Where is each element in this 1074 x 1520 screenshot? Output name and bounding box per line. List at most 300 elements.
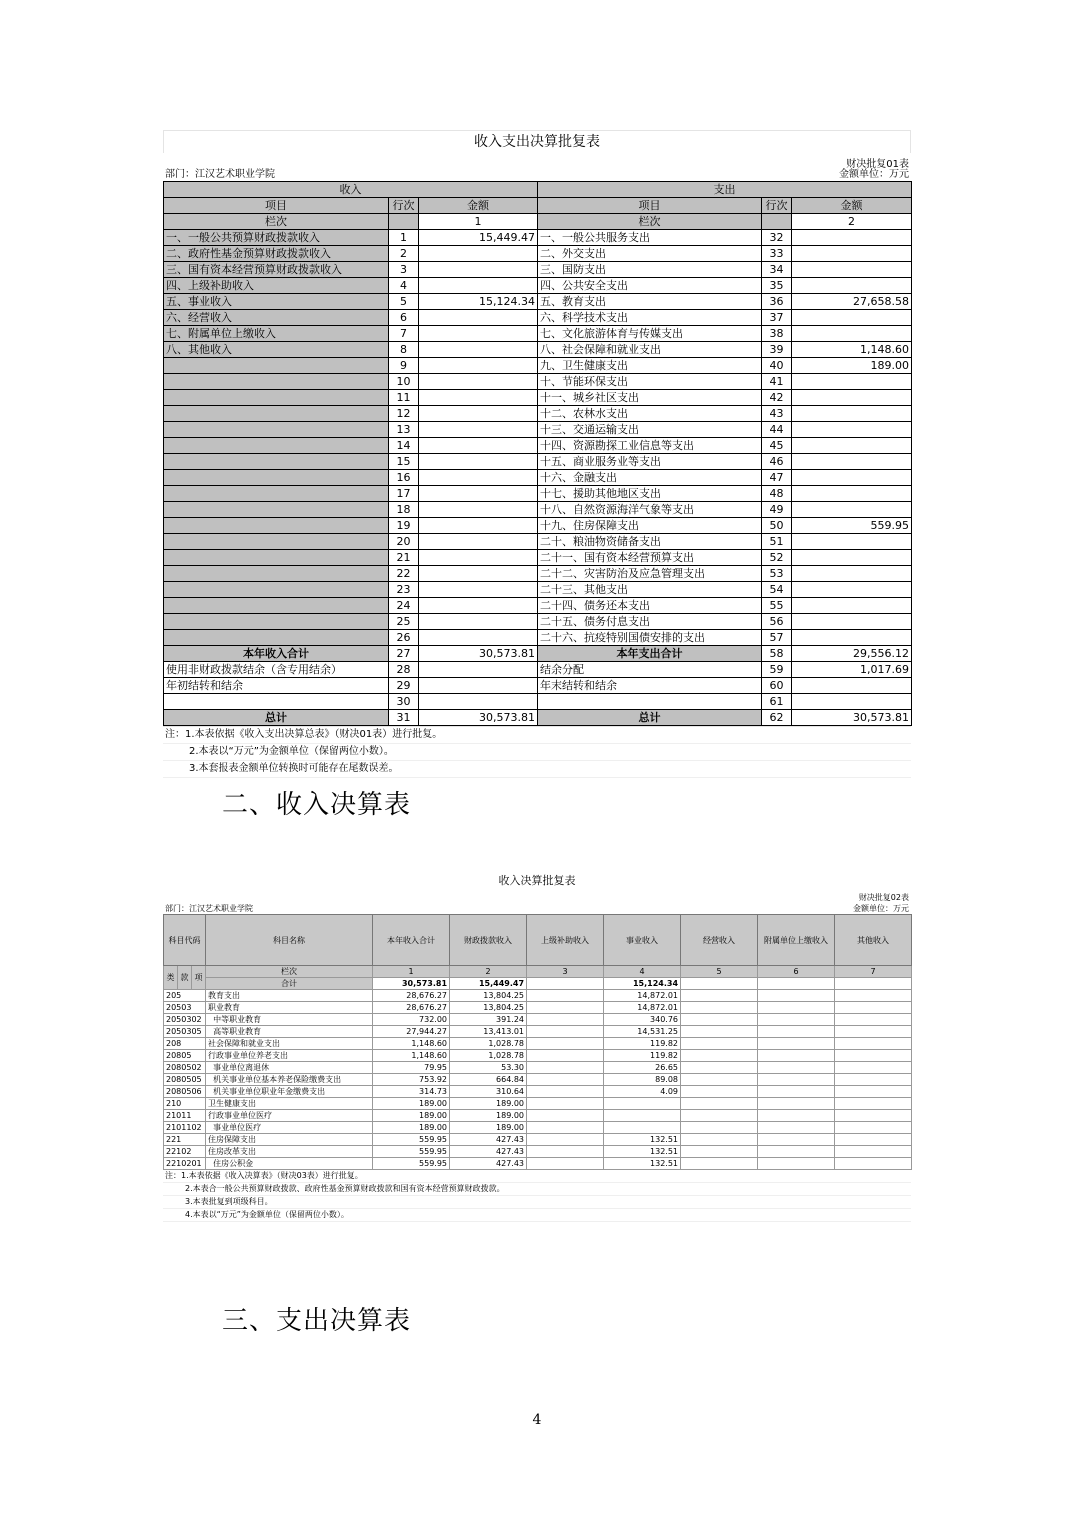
income-amount bbox=[419, 358, 538, 374]
income-line: 29 bbox=[389, 678, 419, 694]
income-line: 14 bbox=[389, 438, 419, 454]
expense-item: 总计 bbox=[538, 710, 762, 726]
table1-notes bbox=[163, 726, 911, 778]
amount-cell: 427.43 bbox=[450, 1146, 527, 1158]
expense-item: 十、节能环保支出 bbox=[538, 374, 762, 390]
table-row bbox=[164, 1110, 912, 1122]
amount-cell: 314.73 bbox=[373, 1086, 450, 1098]
col-line: 行次 bbox=[762, 198, 792, 214]
income-amount bbox=[419, 534, 538, 550]
table-row bbox=[164, 422, 912, 438]
expense-amount: 559.95 bbox=[792, 518, 912, 534]
income-item: 六、经营收入 bbox=[164, 310, 389, 326]
amount-cell: 89.08 bbox=[604, 1074, 681, 1086]
expense-amount bbox=[792, 422, 912, 438]
page-number: 4 bbox=[532, 1412, 542, 1428]
total-cell bbox=[758, 978, 835, 990]
expense-amount: 27,658.58 bbox=[792, 294, 912, 310]
amount-cell bbox=[527, 1014, 604, 1026]
expense-line: 62 bbox=[762, 710, 792, 726]
table-row bbox=[164, 550, 912, 566]
income-amount bbox=[419, 278, 538, 294]
expense-amount bbox=[792, 534, 912, 550]
expense-line: 45 bbox=[762, 438, 792, 454]
income-amount bbox=[419, 550, 538, 566]
income-line: 13 bbox=[389, 422, 419, 438]
amount-cell: 1,028.78 bbox=[450, 1038, 527, 1050]
expense-amount bbox=[792, 310, 912, 326]
subject-name: 行政事业单位养老支出 bbox=[206, 1050, 373, 1062]
amount-cell bbox=[835, 1146, 912, 1158]
col-num: 7 bbox=[835, 966, 912, 978]
expense-item: 二十、粮油物资储备支出 bbox=[538, 534, 762, 550]
income-line: 18 bbox=[389, 502, 419, 518]
table-row bbox=[164, 502, 912, 518]
amount-cell bbox=[758, 1158, 835, 1170]
table-total-row bbox=[164, 694, 912, 710]
amount-cell bbox=[681, 1002, 758, 1014]
subject-name: 事业单位医疗 bbox=[206, 1122, 373, 1134]
income-line: 26 bbox=[389, 630, 419, 646]
income-item: 年初结转和结余 bbox=[164, 678, 389, 694]
table-total-row bbox=[164, 710, 912, 726]
income-amount bbox=[419, 518, 538, 534]
subject-name: 教育支出 bbox=[206, 990, 373, 1002]
amount-cell bbox=[835, 1110, 912, 1122]
amount-cell bbox=[527, 1050, 604, 1062]
amount-cell: 14,872.01 bbox=[604, 990, 681, 1002]
income-item: 五、事业收入 bbox=[164, 294, 389, 310]
amount-cell: 559.95 bbox=[373, 1158, 450, 1170]
income-item bbox=[164, 486, 389, 502]
expense-amount bbox=[792, 486, 912, 502]
table1-unit: 金额单位：万元 bbox=[839, 169, 909, 180]
amount-cell bbox=[835, 1074, 912, 1086]
h-kuan: 款 bbox=[178, 966, 192, 990]
income-item: 三、国有资本经营预算财政拨款收入 bbox=[164, 262, 389, 278]
income-line: 17 bbox=[389, 486, 419, 502]
income-item bbox=[164, 598, 389, 614]
expense-item: 十五、商业服务业等支出 bbox=[538, 454, 762, 470]
subject-code: 20805 bbox=[164, 1050, 206, 1062]
amount-cell bbox=[527, 1026, 604, 1038]
amount-cell: 753.92 bbox=[373, 1074, 450, 1086]
amount-cell bbox=[527, 1098, 604, 1110]
subject-name: 事业单位离退休 bbox=[206, 1062, 373, 1074]
table-row bbox=[164, 230, 912, 246]
expense-line: 56 bbox=[762, 614, 792, 630]
table-row bbox=[164, 582, 912, 598]
income-amount bbox=[419, 582, 538, 598]
income-line: 21 bbox=[389, 550, 419, 566]
income-item bbox=[164, 406, 389, 422]
expense-header: 支出 bbox=[538, 182, 912, 198]
amount-cell bbox=[835, 1122, 912, 1134]
amount-cell: 119.82 bbox=[604, 1038, 681, 1050]
table1-title: 收入支出决算批复表 bbox=[163, 130, 911, 153]
amount-cell bbox=[681, 1134, 758, 1146]
h-xiang: 项 bbox=[192, 966, 206, 990]
table-row bbox=[164, 278, 912, 294]
table-row bbox=[164, 566, 912, 582]
expense-item: 七、文化旅游体育与传媒支出 bbox=[538, 326, 762, 342]
income-line: 22 bbox=[389, 566, 419, 582]
income-item bbox=[164, 390, 389, 406]
income-item bbox=[164, 422, 389, 438]
income-item bbox=[164, 630, 389, 646]
h-col: 财政拨款收入 bbox=[450, 915, 527, 966]
table-row bbox=[164, 1002, 912, 1014]
subject-code: 210 bbox=[164, 1098, 206, 1110]
table-row bbox=[164, 358, 912, 374]
income-line: 11 bbox=[389, 390, 419, 406]
income-line: 19 bbox=[389, 518, 419, 534]
expense-amount bbox=[792, 614, 912, 630]
subject-code: 20503 bbox=[164, 1002, 206, 1014]
income-item bbox=[164, 438, 389, 454]
subject-code: 2210201 bbox=[164, 1158, 206, 1170]
amount-cell: 28,676.27 bbox=[373, 1002, 450, 1014]
subject-name: 行政事业单位医疗 bbox=[206, 1110, 373, 1122]
income-line: 1 bbox=[389, 230, 419, 246]
table2-form-code: 财决批复02表 bbox=[858, 893, 909, 902]
amount-cell: 119.82 bbox=[604, 1050, 681, 1062]
table-row bbox=[164, 1062, 912, 1074]
subject-code: 208 bbox=[164, 1038, 206, 1050]
amount-cell: 1,148.60 bbox=[373, 1038, 450, 1050]
income-line: 31 bbox=[389, 710, 419, 726]
expense-item: 六、科学技术支出 bbox=[538, 310, 762, 326]
table-row bbox=[164, 598, 912, 614]
amount-cell bbox=[835, 1158, 912, 1170]
expense-amount bbox=[792, 582, 912, 598]
expense-amount: 189.00 bbox=[792, 358, 912, 374]
expense-line: 47 bbox=[762, 470, 792, 486]
expense-item: 十七、援助其他地区支出 bbox=[538, 486, 762, 502]
amount-cell bbox=[527, 1146, 604, 1158]
income-amount bbox=[419, 390, 538, 406]
table-total-row bbox=[164, 662, 912, 678]
table-row bbox=[164, 990, 912, 1002]
expense-line: 41 bbox=[762, 374, 792, 390]
note-line: 3.本套报表金额单位转换时可能存在尾数误差。 bbox=[163, 761, 911, 778]
amount-cell bbox=[681, 1050, 758, 1062]
income-item bbox=[164, 374, 389, 390]
total-cell: 30,573.81 bbox=[373, 978, 450, 990]
expense-amount bbox=[792, 374, 912, 390]
total-label: 合计 bbox=[206, 978, 373, 990]
total-cell bbox=[527, 978, 604, 990]
amount-cell bbox=[527, 1086, 604, 1098]
table-row bbox=[164, 294, 912, 310]
h-col: 经营收入 bbox=[681, 915, 758, 966]
table-row bbox=[164, 1122, 912, 1134]
income-amount bbox=[419, 310, 538, 326]
income-amount bbox=[419, 262, 538, 278]
expense-line: 58 bbox=[762, 646, 792, 662]
expense-line: 40 bbox=[762, 358, 792, 374]
col-amount: 金额 bbox=[419, 198, 538, 214]
income-final-table bbox=[163, 914, 912, 1170]
amount-cell bbox=[758, 1146, 835, 1158]
amount-cell bbox=[835, 1038, 912, 1050]
income-item: 八、其他收入 bbox=[164, 342, 389, 358]
amount-cell: 427.43 bbox=[450, 1158, 527, 1170]
expense-line: 42 bbox=[762, 390, 792, 406]
income-line: 6 bbox=[389, 310, 419, 326]
income-line: 2 bbox=[389, 246, 419, 262]
income-line: 24 bbox=[389, 598, 419, 614]
table-row bbox=[164, 1134, 912, 1146]
table-row bbox=[164, 1026, 912, 1038]
table-total-row bbox=[164, 646, 912, 662]
subject-code: 22102 bbox=[164, 1146, 206, 1158]
subject-name: 高等职业教育 bbox=[206, 1026, 373, 1038]
amount-cell: 53.30 bbox=[450, 1062, 527, 1074]
expense-item: 二十三、其他支出 bbox=[538, 582, 762, 598]
expense-item: 八、社会保障和就业支出 bbox=[538, 342, 762, 358]
amount-cell: 4.09 bbox=[604, 1086, 681, 1098]
table-row bbox=[164, 518, 912, 534]
total-cell bbox=[835, 978, 912, 990]
amount-cell: 189.00 bbox=[373, 1122, 450, 1134]
col-item: 项目 bbox=[538, 198, 762, 214]
amount-cell: 132.51 bbox=[604, 1158, 681, 1170]
amount-cell bbox=[835, 1014, 912, 1026]
col-item: 项目 bbox=[164, 198, 389, 214]
amount-cell bbox=[527, 1002, 604, 1014]
subject-code: 2080502 bbox=[164, 1062, 206, 1074]
income-expense-table bbox=[163, 181, 912, 726]
amount-cell bbox=[681, 1062, 758, 1074]
amount-cell bbox=[604, 1098, 681, 1110]
total-cell: 15,124.34 bbox=[604, 978, 681, 990]
h-col: 本年收入合计 bbox=[373, 915, 450, 966]
income-item bbox=[164, 694, 389, 710]
amount-cell: 1,028.78 bbox=[450, 1050, 527, 1062]
income-item bbox=[164, 518, 389, 534]
amount-cell bbox=[758, 1122, 835, 1134]
income-item bbox=[164, 502, 389, 518]
amount-cell: 340.76 bbox=[604, 1014, 681, 1026]
expense-amount bbox=[792, 566, 912, 582]
amount-cell bbox=[835, 1026, 912, 1038]
amount-cell bbox=[758, 990, 835, 1002]
expense-line: 37 bbox=[762, 310, 792, 326]
income-amount bbox=[419, 630, 538, 646]
expense-amount: 1,017.69 bbox=[792, 662, 912, 678]
amount-cell: 26.65 bbox=[604, 1062, 681, 1074]
expense-line: 52 bbox=[762, 550, 792, 566]
amount-cell bbox=[527, 1062, 604, 1074]
col-num: 3 bbox=[527, 966, 604, 978]
section-3-title: 三、支出决算表 bbox=[222, 1306, 412, 1336]
amount-cell bbox=[758, 1134, 835, 1146]
amount-cell bbox=[681, 1098, 758, 1110]
income-item: 七、附属单位上缴收入 bbox=[164, 326, 389, 342]
expense-item: 二十一、国有资本经营预算支出 bbox=[538, 550, 762, 566]
income-item bbox=[164, 614, 389, 630]
expense-amount bbox=[792, 470, 912, 486]
amount-cell bbox=[758, 1098, 835, 1110]
amount-cell: 13,413.01 bbox=[450, 1026, 527, 1038]
h-col: 其他收入 bbox=[835, 915, 912, 966]
subject-code: 2050305 bbox=[164, 1026, 206, 1038]
note-line: 4.本表以“万元”为金额单位（保留两位小数）。 bbox=[163, 1209, 911, 1222]
amount-cell bbox=[681, 1110, 758, 1122]
income-item bbox=[164, 454, 389, 470]
col-num: 5 bbox=[681, 966, 758, 978]
amount-cell: 310.64 bbox=[450, 1086, 527, 1098]
expense-amount bbox=[792, 598, 912, 614]
amount-cell bbox=[835, 1050, 912, 1062]
amount-cell bbox=[527, 1074, 604, 1086]
expense-line: 61 bbox=[762, 694, 792, 710]
h-col: 事业收入 bbox=[604, 915, 681, 966]
table2-title: 收入决算批复表 bbox=[498, 874, 576, 887]
table-row bbox=[164, 374, 912, 390]
col-num: 2 bbox=[450, 966, 527, 978]
expense-item: 四、公共安全支出 bbox=[538, 278, 762, 294]
amount-cell bbox=[527, 1134, 604, 1146]
income-amount bbox=[419, 614, 538, 630]
subject-name: 住房改革支出 bbox=[206, 1146, 373, 1158]
amount-cell bbox=[835, 1134, 912, 1146]
amount-cell: 13,804.25 bbox=[450, 990, 527, 1002]
expense-line: 53 bbox=[762, 566, 792, 582]
expense-item bbox=[538, 694, 762, 710]
income-amount bbox=[419, 662, 538, 678]
amount-cell bbox=[835, 1098, 912, 1110]
h-lei: 类 bbox=[164, 966, 178, 990]
amount-cell bbox=[681, 1122, 758, 1134]
h-col: 附属单位上缴收入 bbox=[758, 915, 835, 966]
expense-amount bbox=[792, 278, 912, 294]
section-2-title: 二、收入决算表 bbox=[222, 790, 412, 820]
table-row bbox=[164, 630, 912, 646]
expense-amount: 29,556.12 bbox=[792, 646, 912, 662]
expense-line: 33 bbox=[762, 246, 792, 262]
income-amount bbox=[419, 438, 538, 454]
amount-cell bbox=[604, 1110, 681, 1122]
income-line: 3 bbox=[389, 262, 419, 278]
income-line: 20 bbox=[389, 534, 419, 550]
h-index: 栏次 bbox=[206, 966, 373, 978]
income-item: 使用非财政拨款结余（含专用结余） bbox=[164, 662, 389, 678]
table-row bbox=[164, 1158, 912, 1170]
amount-cell bbox=[681, 1014, 758, 1026]
income-item bbox=[164, 534, 389, 550]
table-row bbox=[164, 454, 912, 470]
income-line: 8 bbox=[389, 342, 419, 358]
h-col: 上级补助收入 bbox=[527, 915, 604, 966]
expense-item: 三、国防支出 bbox=[538, 262, 762, 278]
expense-line: 32 bbox=[762, 230, 792, 246]
expense-amount bbox=[792, 230, 912, 246]
expense-item: 年末结转和结余 bbox=[538, 678, 762, 694]
income-amount bbox=[419, 406, 538, 422]
expense-amount bbox=[792, 454, 912, 470]
table1-department: 部门：江汉艺术职业学院 bbox=[165, 169, 275, 180]
col-num: 2 bbox=[792, 214, 912, 230]
amount-cell bbox=[758, 1014, 835, 1026]
expense-amount bbox=[792, 438, 912, 454]
expense-line: 55 bbox=[762, 598, 792, 614]
expense-amount: 1,148.60 bbox=[792, 342, 912, 358]
subject-name: 机关事业单位基本养老保险缴费支出 bbox=[206, 1074, 373, 1086]
income-line: 25 bbox=[389, 614, 419, 630]
income-amount bbox=[419, 598, 538, 614]
income-amount bbox=[419, 694, 538, 710]
expense-item: 十八、自然资源海洋气象等支出 bbox=[538, 502, 762, 518]
expense-line: 57 bbox=[762, 630, 792, 646]
table-row bbox=[164, 342, 912, 358]
table-row bbox=[164, 310, 912, 326]
subject-name: 职业教育 bbox=[206, 1002, 373, 1014]
income-line: 23 bbox=[389, 582, 419, 598]
table-row bbox=[164, 1074, 912, 1086]
expense-amount: 30,573.81 bbox=[792, 710, 912, 726]
amount-cell: 132.51 bbox=[604, 1134, 681, 1146]
income-amount bbox=[419, 502, 538, 518]
expense-line: 38 bbox=[762, 326, 792, 342]
expense-amount bbox=[792, 326, 912, 342]
income-amount bbox=[419, 454, 538, 470]
expense-item: 结余分配 bbox=[538, 662, 762, 678]
subject-name: 住房保障支出 bbox=[206, 1134, 373, 1146]
amount-cell bbox=[681, 1158, 758, 1170]
income-amount: 30,573.81 bbox=[419, 646, 538, 662]
subject-code: 21011 bbox=[164, 1110, 206, 1122]
expense-item: 九、卫生健康支出 bbox=[538, 358, 762, 374]
income-item: 本年收入合计 bbox=[164, 646, 389, 662]
amount-cell: 189.00 bbox=[373, 1098, 450, 1110]
amount-cell bbox=[681, 1038, 758, 1050]
amount-cell: 14,531.25 bbox=[604, 1026, 681, 1038]
subject-name: 机关事业单位职业年金缴费支出 bbox=[206, 1086, 373, 1098]
expense-amount bbox=[792, 262, 912, 278]
total-cell bbox=[681, 978, 758, 990]
income-amount: 15,124.34 bbox=[419, 294, 538, 310]
amount-cell bbox=[527, 1122, 604, 1134]
note-line: 2.本表以“万元”为金额单位（保留两位小数）。 bbox=[163, 744, 911, 761]
income-line: 12 bbox=[389, 406, 419, 422]
amount-cell: 189.00 bbox=[373, 1110, 450, 1122]
income-line: 7 bbox=[389, 326, 419, 342]
income-item: 一、一般公共预算财政拨款收入 bbox=[164, 230, 389, 246]
amount-cell: 28,676.27 bbox=[373, 990, 450, 1002]
table-row bbox=[164, 1146, 912, 1158]
expense-line: 35 bbox=[762, 278, 792, 294]
col-num: 6 bbox=[758, 966, 835, 978]
income-line: 10 bbox=[389, 374, 419, 390]
table2-meta bbox=[163, 890, 911, 914]
amount-cell: 664.84 bbox=[450, 1074, 527, 1086]
col-amount: 金额 bbox=[792, 198, 912, 214]
expense-line: 36 bbox=[762, 294, 792, 310]
amount-cell bbox=[681, 1146, 758, 1158]
expense-item: 十六、金融支出 bbox=[538, 470, 762, 486]
income-amount bbox=[419, 326, 538, 342]
income-amount bbox=[419, 246, 538, 262]
amount-cell bbox=[758, 1110, 835, 1122]
subject-code: 2080505 bbox=[164, 1074, 206, 1086]
income-item bbox=[164, 358, 389, 374]
subject-name: 中等职业教育 bbox=[206, 1014, 373, 1026]
col-index: 栏次 bbox=[164, 214, 389, 230]
expense-amount bbox=[792, 630, 912, 646]
col-num: 4 bbox=[604, 966, 681, 978]
